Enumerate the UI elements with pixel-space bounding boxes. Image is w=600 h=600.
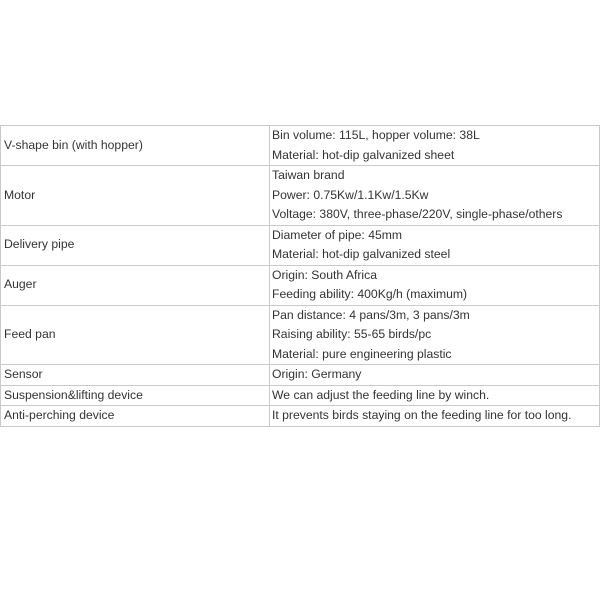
row-value (270, 166, 600, 226)
value-line: Origin: Germany (272, 367, 362, 381)
row-label: Anti-perching device (1, 406, 270, 427)
row-label: Delivery pipe (1, 225, 270, 265)
value-line: Taiwan brand (272, 168, 345, 182)
table-row (1, 365, 600, 386)
spec-table (0, 125, 600, 427)
row-label: Motor (1, 166, 270, 226)
value-line: Material: hot-dip galvanized sheet (272, 147, 455, 162)
value-line: It prevents birds staying on the feeding line for too long. (272, 408, 572, 422)
row-value (270, 225, 600, 265)
value-line: We can adjust the feeding line by winch. (272, 387, 490, 402)
value-line: Diameter of pipe: 45mm (272, 227, 403, 242)
row-value (270, 305, 600, 365)
row-value (270, 385, 600, 406)
value-line: Feeding ability: 400Kg/h (maximum) (272, 287, 468, 301)
row-label: Sensor (1, 365, 270, 386)
value-line: Power: 0.75Kw/1.1Kw/1.5Kw (272, 187, 429, 202)
row-value (270, 365, 600, 386)
table-row (1, 265, 600, 305)
row-value (270, 126, 600, 166)
row-label: Suspension&lifting device (1, 385, 270, 406)
value-line: Origin: South Africa (272, 267, 377, 282)
table-row (1, 126, 600, 166)
table-row (1, 166, 600, 226)
value-line: Bin volume: 115L, hopper volume: 38L (272, 128, 480, 142)
table-row (1, 225, 600, 265)
table-row (1, 406, 600, 427)
table-row (1, 385, 600, 406)
value-line: Voltage: 380V, three-phase/220V, single-phase/others (272, 207, 563, 221)
value-line: Material: pure engineering plastic (272, 346, 452, 361)
row-label: Auger (1, 265, 270, 305)
value-line: Material: hot-dip galvanized steel (272, 247, 451, 261)
row-value (270, 265, 600, 305)
row-label: V-shape bin (with hopper) (1, 126, 270, 166)
value-line: Pan distance: 4 pans/3m, 3 pans/3m (272, 307, 470, 322)
row-value (270, 406, 600, 427)
value-line: Raising ability: 55-65 birds/pc (272, 327, 432, 341)
row-label: Feed pan (1, 305, 270, 365)
table-row (1, 305, 600, 365)
